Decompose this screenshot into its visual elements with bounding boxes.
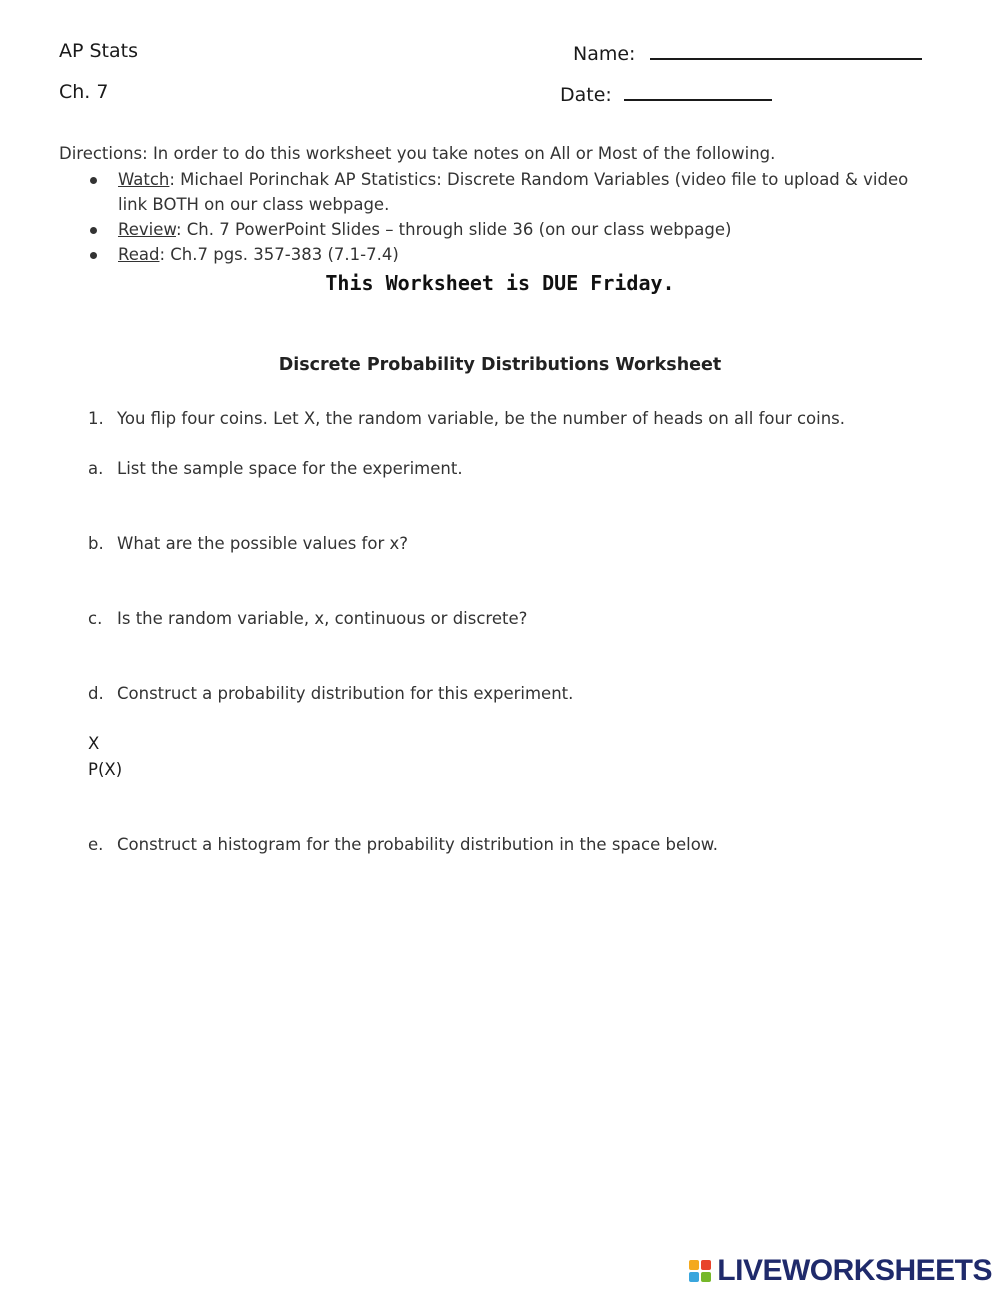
read-label: Read — [118, 245, 160, 264]
bullet-icon — [90, 227, 97, 234]
due-notice: This Worksheet is DUE Friday. — [325, 271, 675, 295]
question-b — [88, 534, 408, 553]
question-number: a. — [88, 459, 104, 478]
question-number: d. — [88, 684, 104, 703]
chapter-label: Ch. 7 — [59, 81, 109, 103]
bullet-icon — [90, 177, 97, 184]
worksheet-title: Discrete Probability Distributions Worksheet — [278, 355, 722, 375]
question-number: c. — [88, 609, 103, 628]
watermark-text: LIVEWORKSHEETS — [717, 1254, 992, 1287]
watch-text: : Michael Porinchak AP Statistics: Discrete Random Variables (video file to upload & video link BOTH on our class webpage. — [118, 170, 909, 214]
liveworksheets-logo-icon — [689, 1260, 711, 1282]
table-px-label: P(X) — [88, 760, 123, 779]
question-text: Construct a probability distribution for this experiment. — [117, 684, 574, 703]
name-label: Name: — [573, 43, 636, 65]
question-text: List the sample space for the experiment. — [117, 459, 463, 478]
question-number: b. — [88, 534, 104, 553]
histogram-answer-area[interactable] — [88, 870, 928, 1230]
review-label: Review — [118, 220, 176, 239]
question-c — [88, 609, 527, 628]
directions-list — [88, 167, 938, 267]
question-text: Construct a histogram for the probability distribution in the space below. — [117, 835, 719, 854]
question-d — [88, 684, 573, 703]
liveworksheets-watermark — [689, 1254, 992, 1288]
name-blank-line[interactable] — [650, 40, 922, 60]
directions-intro: Directions: In order to do this worksheet you take notes on All or Most of the following. — [59, 144, 776, 163]
watch-label: Watch — [118, 170, 170, 189]
list-item — [88, 242, 938, 267]
review-text: : Ch. 7 PowerPoint Slides – through slide 36 (on our class webpage) — [175, 220, 732, 239]
question-number: e. — [88, 835, 104, 854]
date-field[interactable] — [560, 81, 772, 106]
date-blank-line[interactable] — [624, 81, 772, 101]
question-number: 1. — [88, 409, 104, 428]
question-text: What are the possible values for x? — [117, 534, 409, 553]
bullet-icon — [90, 252, 97, 259]
table-x-label: X — [88, 734, 100, 753]
question-e — [88, 835, 718, 854]
question-1 — [88, 409, 845, 428]
list-item — [88, 217, 938, 242]
question-text: You flip four coins. Let X, the random variable, be the number of heads on all four coins. — [117, 409, 846, 428]
question-a — [88, 459, 463, 478]
question-text: Is the random variable, x, continuous or discrete? — [117, 609, 528, 628]
list-item — [88, 167, 938, 217]
read-text: : Ch.7 pgs. 357-383 (7.1-7.4) — [159, 245, 399, 264]
course-label: AP Stats — [59, 40, 138, 62]
name-field[interactable] — [573, 40, 922, 65]
date-label: Date: — [560, 84, 612, 106]
